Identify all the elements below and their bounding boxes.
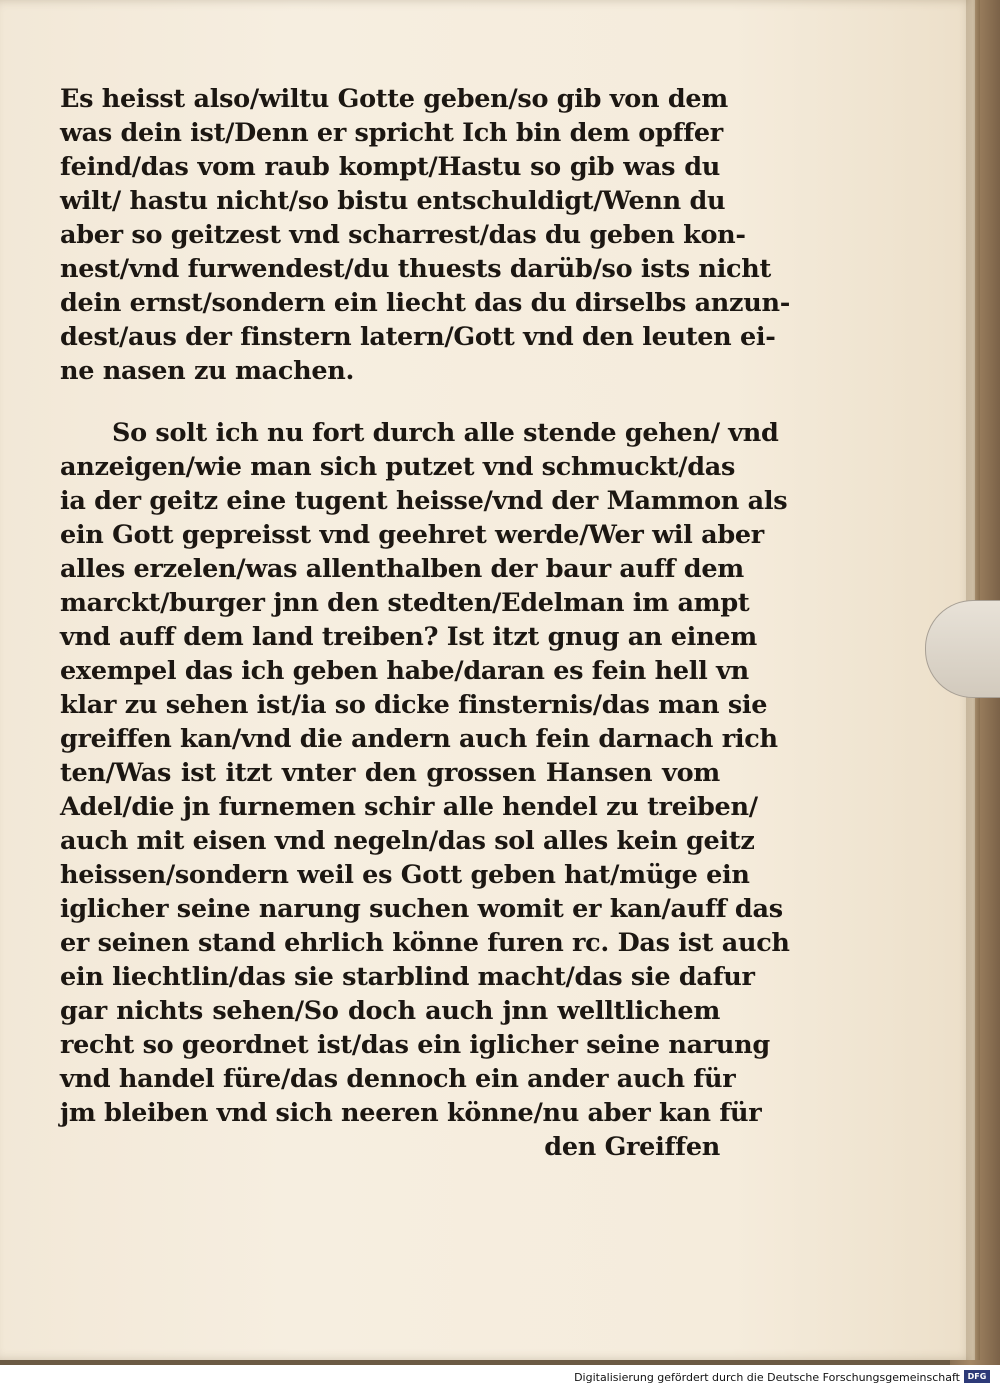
text-line: So solt ich nu fort durch alle stende gehen/ vnd xyxy=(112,418,779,448)
text-line: gar nichts sehen/So doch auch jnn welltlichem xyxy=(60,996,720,1026)
text-line: ne nasen zu machen. xyxy=(60,356,355,386)
text-line: klar zu sehen ist/ia so dicke finsternis/das man sie xyxy=(60,690,768,720)
paragraph-2 xyxy=(60,416,790,1130)
text-line: greiffen kan/vnd die andern auch fein darnach rich xyxy=(60,724,778,754)
text-line: vnd auff dem land treiben? Ist itzt gnug an einem xyxy=(60,622,757,652)
digitization-footer xyxy=(0,1365,1000,1389)
text-line: anzeigen/wie man sich putzet vnd schmuckt/das xyxy=(60,452,736,482)
text-line: marckt/burger jnn den stedten/Edelman im ampt xyxy=(60,588,750,618)
text-line: ten/Was ist itzt vnter den grossen Hansen vom xyxy=(60,758,720,788)
text-line: Adel/die jn furnemen schir alle hendel zu treiben/ xyxy=(60,792,758,822)
text-line: jm bleiben vnd sich neeren könne/nu aber kan für xyxy=(60,1098,762,1128)
text-line: alles erzelen/was allenthalben der baur auff dem xyxy=(60,554,744,584)
text-line: feind/das vom raub kompt/Hastu so gib was du xyxy=(60,152,720,182)
text-line: nest/vnd furwendest/du thuests darüb/so ists nicht xyxy=(60,254,771,284)
paragraph-1 xyxy=(60,82,790,388)
text-line: er seinen stand ehrlich könne furen rc. Das ist auch xyxy=(60,928,790,958)
text-line: dest/aus der finstern latern/Gott vnd den leuten ei- xyxy=(60,322,776,352)
funding-credit: Digitalisierung gefördert durch die Deutsche Forschungsgemeinschaft xyxy=(574,1371,960,1384)
text-line: heissen/sondern weil es Gott geben hat/müge ein xyxy=(60,860,750,890)
text-line: vnd handel füre/das dennoch ein ander auch für xyxy=(60,1064,736,1094)
text-line: exempel das ich geben habe/daran es fein hell vn xyxy=(60,656,749,686)
text-line: recht so geordnet ist/das ein iglicher seine narung xyxy=(60,1030,770,1060)
text-line: ein Gott gepreisst vnd geehret werde/Wer wil aber xyxy=(60,520,764,550)
page-text xyxy=(60,82,790,1164)
text-line: ein liechtlin/das sie starblind macht/das sie dafur xyxy=(60,962,755,992)
text-line: dein ernst/sondern ein liecht das du dirselbs anzun- xyxy=(60,288,790,318)
catchword: den Greiffen xyxy=(544,1132,720,1162)
text-line: was dein ist/Denn er spricht Ich bin dem opffer xyxy=(60,118,723,148)
text-line: wilt/ hastu nicht/so bistu entschuldigt/Wenn du xyxy=(60,186,726,216)
dfg-logo: DFG xyxy=(964,1370,990,1383)
text-line: Es heisst also/wiltu Gotte geben/so gib von dem xyxy=(60,84,728,114)
text-line: ia der geitz eine tugent heisse/vnd der Mammon als xyxy=(60,486,788,516)
text-line: iglicher seine narung suchen womit er kan/auff das xyxy=(60,894,783,924)
text-line: aber so geitzest vnd scharrest/das du geben kon- xyxy=(60,220,746,250)
text-line: auch mit eisen vnd negeln/das sol alles kein geitz xyxy=(60,826,755,856)
